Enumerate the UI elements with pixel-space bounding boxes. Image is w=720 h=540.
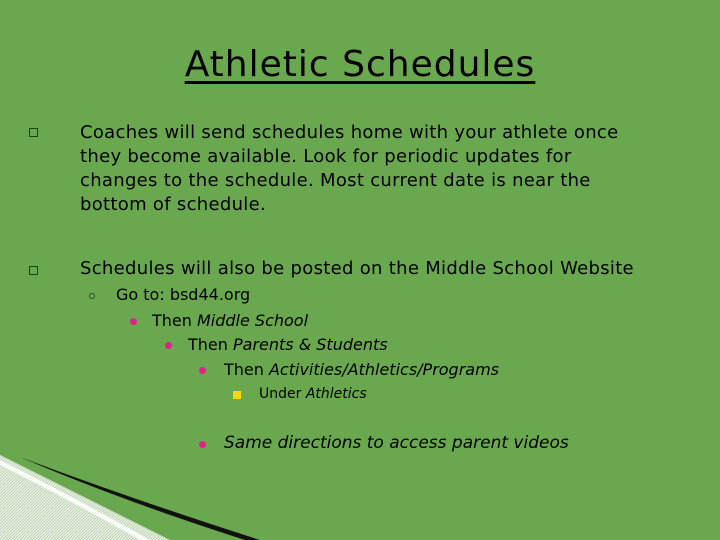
level6-prefix: Under bbox=[259, 386, 306, 402]
pink-dot-bullet-icon bbox=[199, 441, 206, 448]
level3-text bbox=[152, 311, 308, 330]
slide-title: Athletic Schedules bbox=[184, 44, 536, 85]
level5-text bbox=[224, 360, 499, 379]
hollow-square-bullet-icon bbox=[29, 128, 38, 137]
level3-emphasis: Middle School bbox=[196, 311, 309, 330]
level5-emphasis: Activities/Athletics/Programs bbox=[268, 360, 500, 379]
bullet1-line-3: changes to the schedule. Most current date is near the bbox=[80, 170, 591, 191]
level3-prefix: Then bbox=[152, 311, 197, 330]
small-circle-bullet-icon bbox=[89, 293, 95, 299]
pink-dot-bullet-icon bbox=[165, 342, 172, 349]
level6-emphasis: Athletics bbox=[305, 386, 367, 402]
bullet2-text: Schedules will also be posted on the Middle School Website bbox=[80, 258, 634, 279]
level4-text bbox=[188, 335, 388, 354]
pink-dot-bullet-icon bbox=[199, 367, 206, 374]
hatched-triangle bbox=[0, 455, 170, 540]
level2-text: Go to: bsd44.org bbox=[116, 285, 251, 304]
yellow-square-bullet-icon bbox=[233, 391, 241, 399]
extra-text: Same directions to access parent videos bbox=[224, 433, 569, 453]
decorative-swoosh bbox=[0, 455, 260, 540]
level6-text bbox=[259, 386, 367, 402]
level5-prefix: Then bbox=[224, 360, 269, 379]
hollow-square-bullet-icon bbox=[29, 266, 38, 275]
pink-dot-bullet-icon bbox=[130, 318, 137, 325]
bullet1-line-1: Coaches will send schedules home with your athlete once bbox=[80, 122, 619, 143]
level4-prefix: Then bbox=[188, 335, 233, 354]
bullet1-line-4: bottom of schedule. bbox=[80, 194, 266, 215]
level4-emphasis: Parents & Students bbox=[232, 335, 388, 354]
bullet1-line-2: they become available. Look for periodic updates for bbox=[80, 146, 572, 167]
